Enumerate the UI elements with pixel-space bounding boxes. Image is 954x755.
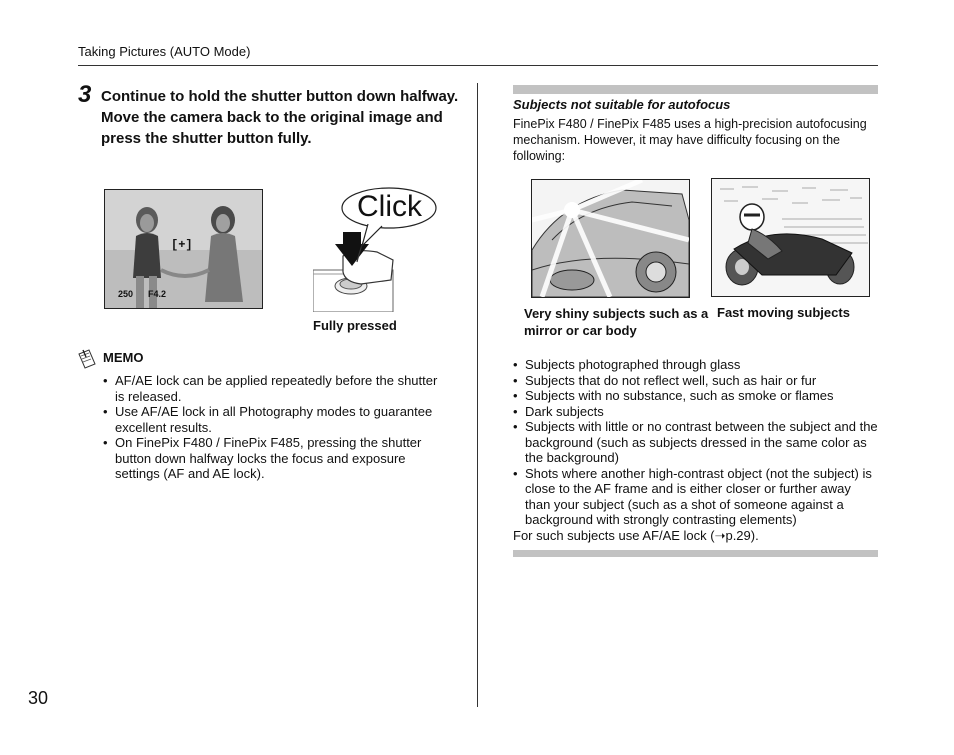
lcd-preview-photo — [104, 189, 263, 309]
memo-item: • AF/AE lock can be applied repeatedly before the shutter is released. — [103, 373, 445, 404]
shiny-car-image — [531, 179, 690, 298]
motorcycle-illustration — [712, 179, 869, 296]
section-header: Taking Pictures (AUTO Mode) — [78, 44, 251, 59]
memo-item: • On FinePix F480 / FinePix F485, pressing the shutter button down halfway locks the focus and exposure settings (AF and AE lock). — [103, 435, 445, 482]
af-lock-reference: For such subjects use AF/AE lock (➝p.29). — [513, 528, 759, 543]
list-item: • Subjects photographed through glass — [513, 357, 878, 373]
example-caption-moving: Fast moving subjects — [717, 305, 850, 320]
header-rule — [78, 65, 878, 66]
list-item: • Shots where another high-contrast object (not the subject) is close to the AF frame and is either closer or further away than your subject (such as a shot of someone against a background with strongly contrasting elements) — [513, 466, 878, 528]
section-bar-bottom — [513, 550, 878, 557]
memo-item: • Use AF/AE lock in all Photography modes to guarantee excellent results. — [103, 404, 445, 435]
list-item: • Subjects that do not reflect well, such as hair or fur — [513, 373, 878, 389]
fully-pressed-caption: Fully pressed — [313, 318, 397, 333]
column-divider — [477, 83, 478, 707]
list-item: • Dark subjects — [513, 404, 878, 420]
list-item: • Subjects with no substance, such as smoke or flames — [513, 388, 878, 404]
memo-list — [103, 373, 445, 482]
memo-icon — [77, 348, 97, 370]
car-illustration — [532, 180, 689, 297]
example-caption-shiny: Very shiny subjects such as a mirror or car body — [524, 306, 709, 338]
motorcycle-image — [711, 178, 870, 297]
page-number: 30 — [28, 688, 49, 708]
shutter-speed-readout: 250 — [118, 289, 134, 299]
step-instruction: Continue to hold the shutter button down halfway. Move the camera back to the original image and press the shutter button fully. — [101, 88, 459, 147]
step-number: 3 — [78, 81, 92, 108]
list-item: • Subjects with little or no contrast between the subject and the background (such as subjects dressed in the same color as the background) — [513, 419, 878, 466]
memo-title: MEMO — [103, 350, 144, 365]
af-section-title: Subjects not suitable for autofocus — [513, 97, 731, 112]
af-bracket-indicator: [+] — [171, 238, 193, 252]
click-sound-text: Click — [357, 190, 422, 223]
section-bar-top — [513, 85, 878, 94]
aperture-readout: F4.2 — [148, 289, 167, 299]
af-intro-text: FinePix F480 / FinePix F485 uses a high-precision autofocusing mechanism. However, it may have difficulty focusing on the following: — [513, 117, 867, 163]
af-unsuitable-list — [513, 357, 878, 528]
